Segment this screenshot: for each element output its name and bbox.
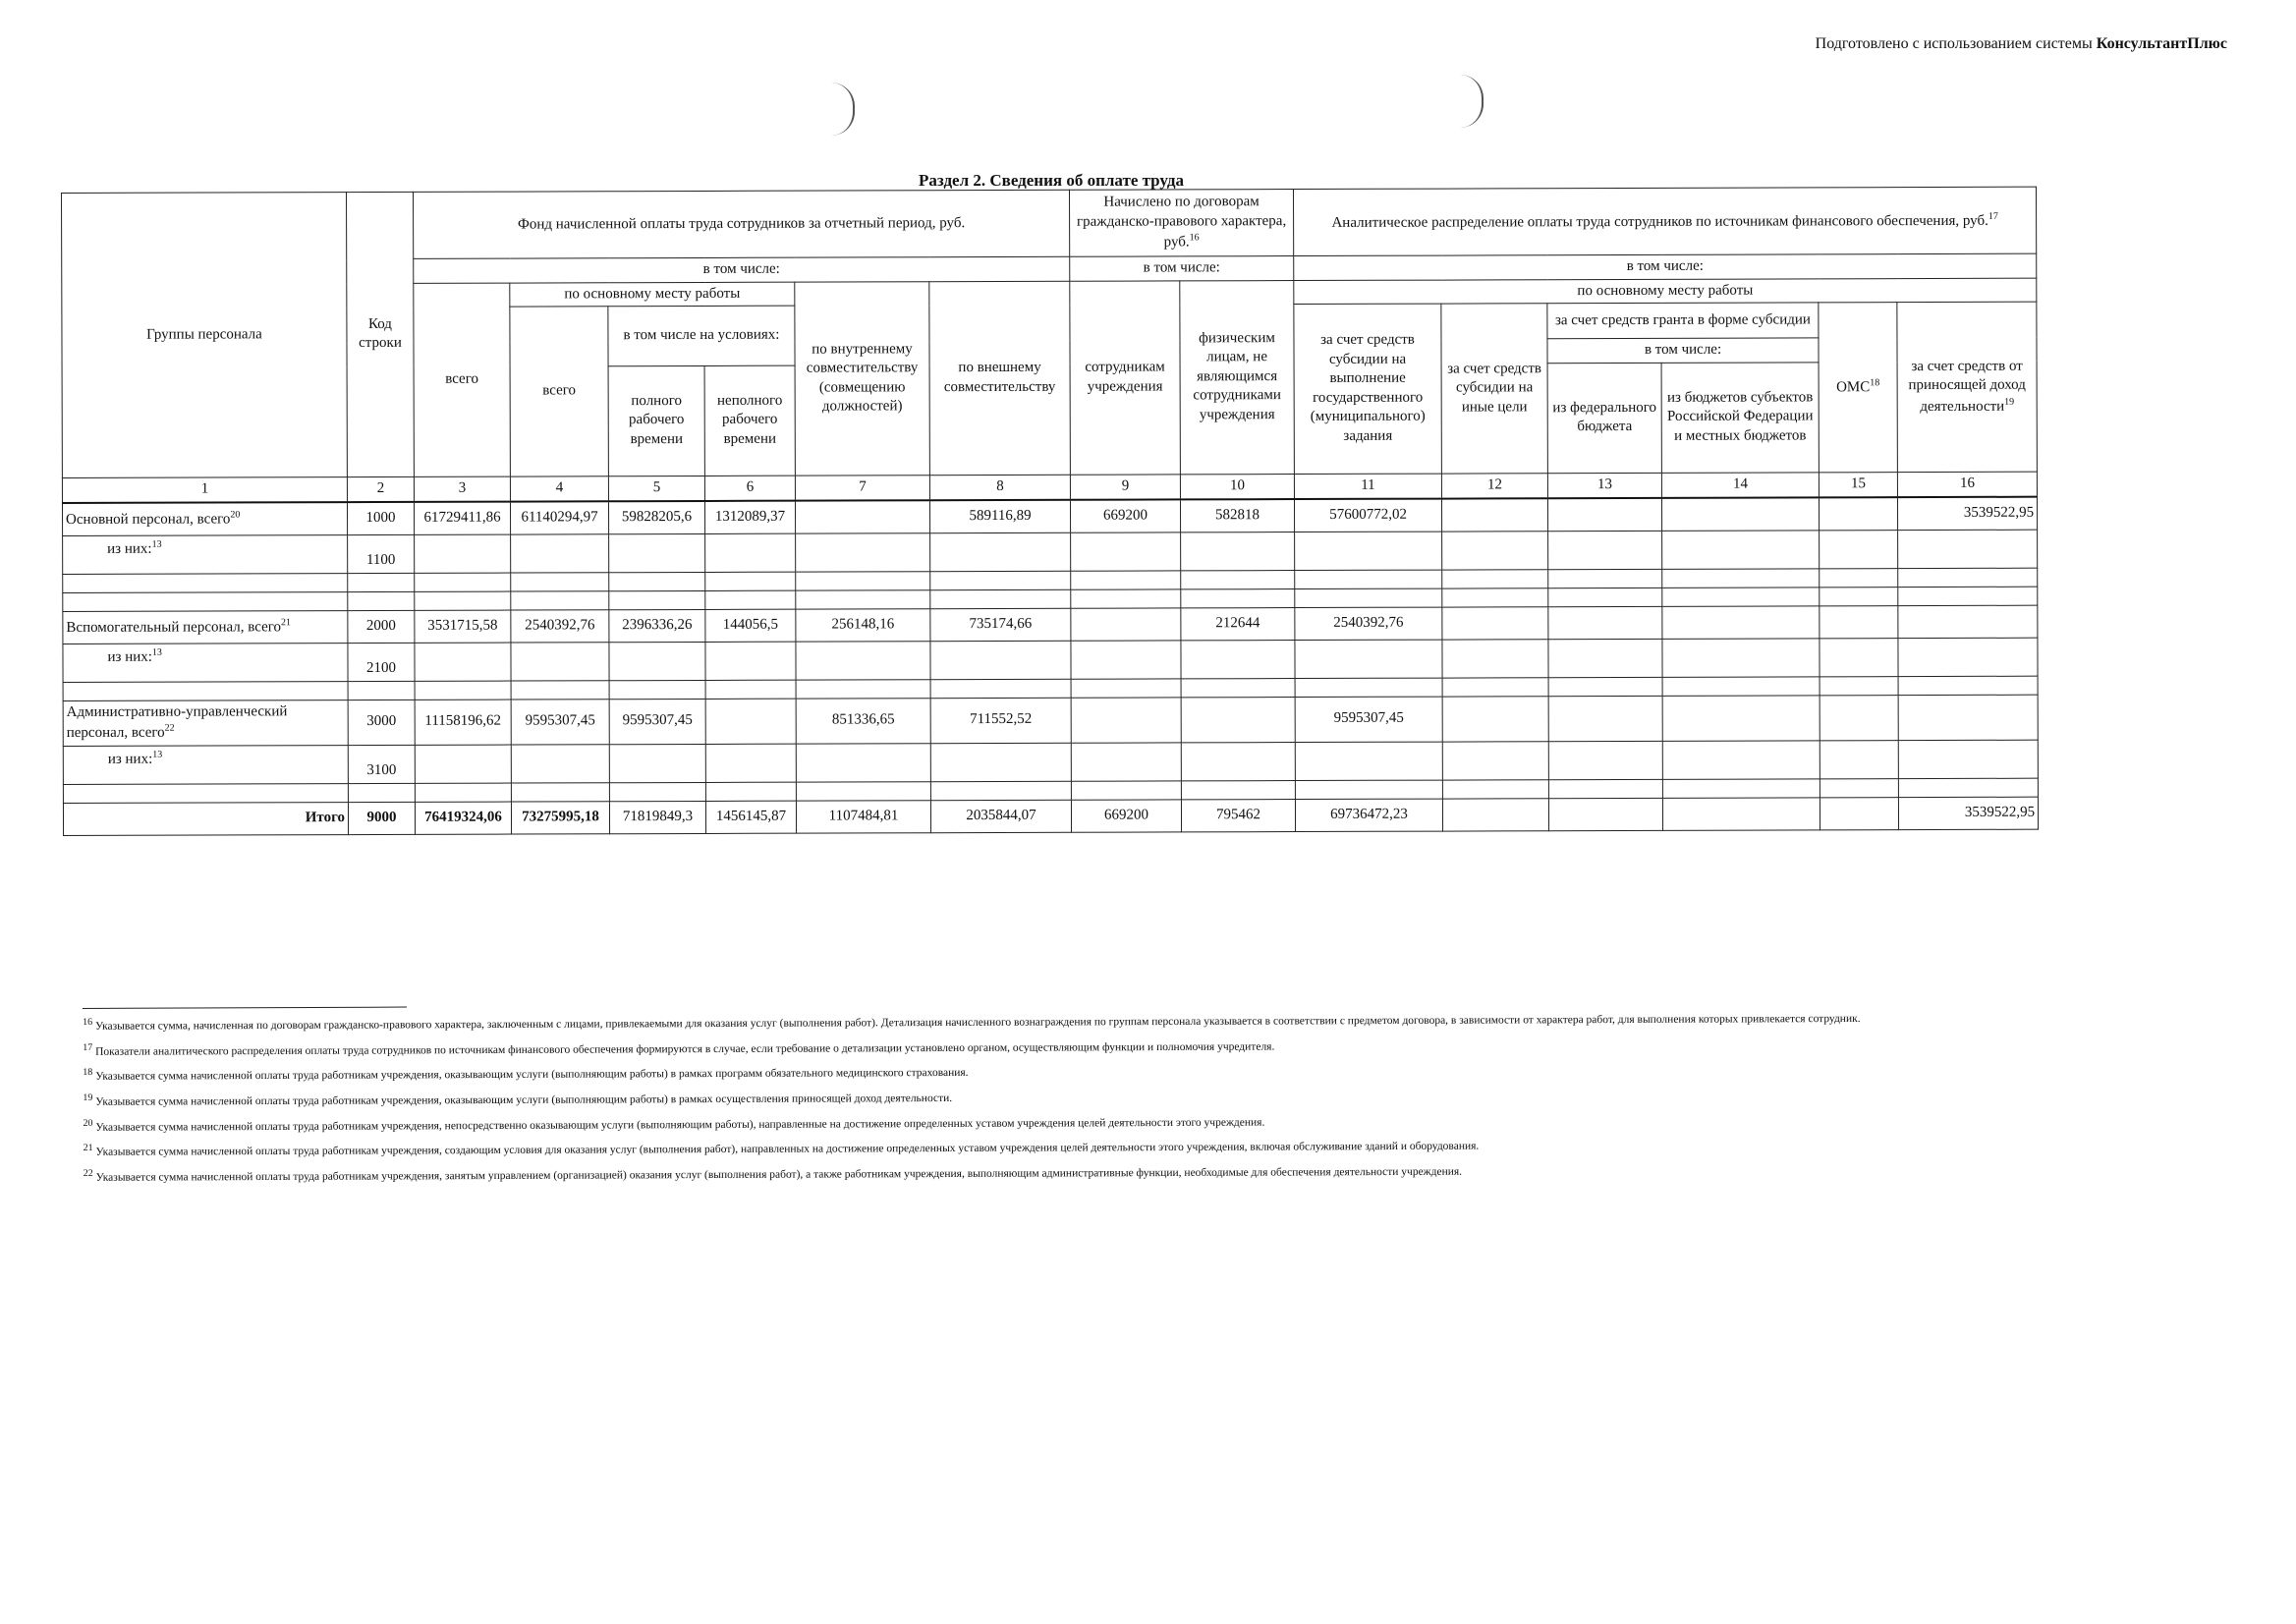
empty-cell	[1898, 530, 2038, 568]
table-row-2100	[63, 638, 2038, 682]
empty-cell	[1181, 742, 1295, 780]
empty-cell	[63, 573, 348, 592]
cell-c11: 57600772,02	[1295, 498, 1442, 532]
cell-c13	[1548, 696, 1662, 741]
row-label	[63, 610, 348, 644]
col-number: 11	[1294, 474, 1441, 499]
row-code: 3000	[348, 700, 415, 745]
cell-c5: 9595307,45	[609, 699, 705, 744]
cell-c11: 9595307,45	[1295, 697, 1442, 742]
empty-cell	[1442, 677, 1548, 696]
empty-cell	[930, 589, 1071, 608]
footnote-text: Указывается сумма начисленной оплаты труда работникам учреждения, непосредственно оказывающим услуги (выполняющим работы), направленные на достижение определенных уставом учреждения целей деятельности этого учреждения.	[95, 1116, 1265, 1134]
col-number: 16	[1897, 472, 2037, 497]
cell-c3: 11158196,62	[415, 700, 511, 745]
header-external: по внешнему совместительству	[929, 281, 1071, 475]
cell-c11: 69736472,23	[1295, 799, 1442, 831]
cell-c6	[705, 699, 796, 744]
empty-cell	[1820, 568, 1898, 587]
cell-c13	[1547, 497, 1661, 531]
scan-hole-mark-left	[831, 83, 855, 136]
cell-c7: 851336,65	[796, 698, 930, 743]
empty-cell	[705, 782, 796, 801]
empty-cell	[1442, 569, 1548, 588]
empty-cell	[1662, 740, 1820, 779]
table-row-3100	[63, 740, 2038, 784]
empty-cell	[1898, 587, 2038, 605]
footnote-ref: 16	[1189, 232, 1200, 244]
cell-c3: 61729411,86	[414, 501, 510, 534]
cell-c12	[1442, 606, 1548, 639]
empty-cell	[930, 743, 1071, 781]
empty-cell	[1820, 638, 1898, 676]
empty-cell	[1820, 587, 1898, 605]
footnote-text: Указывается сумма начисленной оплаты труда работникам учреждения, создающим условия для оказания услуг (выполнения работ), направленных на достижение определенных уставом учреждения целей деятельности этого учреждения, включая обслуживание зданий и оборудования.	[95, 1140, 1480, 1159]
cell-c10: 582818	[1180, 499, 1294, 532]
empty-cell	[1181, 780, 1295, 799]
footnote-number: 20	[83, 1117, 93, 1129]
cell-c9: 669200	[1070, 499, 1180, 532]
footnote-ref: 13	[152, 749, 163, 760]
header-subsidy-other: за счет средств субсидии на иные цели	[1441, 304, 1548, 474]
header-subsidy-task: за счет средств субсидии на выполнение государственного (муниципального) задания	[1294, 304, 1442, 474]
empty-cell	[1071, 780, 1181, 799]
cell-c12	[1442, 696, 1548, 741]
footnote-ref: 13	[151, 538, 162, 550]
col-number: 13	[1547, 473, 1661, 498]
empty-cell	[1548, 531, 1662, 569]
empty-cell	[1898, 676, 2038, 695]
empty-cell	[1071, 678, 1181, 697]
footnote-number: 21	[83, 1143, 93, 1154]
row-code: 1100	[348, 534, 415, 573]
cell-c5: 2396336,26	[609, 609, 705, 642]
empty-cell	[930, 679, 1071, 698]
col-number: 7	[795, 475, 929, 500]
cell-c6: 144056,5	[705, 609, 796, 642]
cell-c15	[1819, 497, 1897, 531]
row-label-text: из них:	[107, 540, 152, 557]
empty-cell	[511, 642, 609, 680]
empty-cell	[1442, 639, 1548, 677]
footnote-number: 17	[83, 1041, 93, 1053]
section-title: Раздел 2. Сведения об оплате труда	[919, 171, 1184, 190]
empty-cell	[511, 782, 609, 801]
header-oms	[1819, 303, 1898, 473]
empty-cell	[1071, 532, 1181, 570]
header-gph-incl: в том числе:	[1070, 256, 1294, 281]
empty-cell	[1295, 780, 1442, 799]
empty-cell	[609, 590, 705, 609]
empty-cell	[1071, 588, 1181, 607]
row-label	[63, 643, 348, 682]
cell-c15	[1820, 605, 1898, 638]
header-analytic	[1294, 187, 2037, 255]
empty-cell	[511, 533, 609, 572]
empty-cell	[1820, 676, 1898, 695]
cell-c14	[1661, 497, 1819, 531]
empty-cell	[796, 571, 930, 589]
empty-cell	[511, 744, 609, 782]
cell-c10: 795462	[1181, 799, 1295, 831]
header-incl-conditions: в том числе на условиях:	[608, 306, 795, 365]
header-grant-incl: в том числе:	[1547, 338, 1819, 363]
col-number: 2	[347, 476, 414, 502]
cell-c9: 669200	[1071, 799, 1181, 831]
empty-cell	[63, 681, 348, 700]
row-label	[62, 502, 347, 535]
col-number: 5	[608, 476, 704, 501]
header-main-place: по основному месту работы	[510, 282, 795, 307]
empty-cell	[930, 641, 1071, 679]
empty-cell	[415, 681, 511, 700]
empty-cell	[1548, 779, 1662, 798]
empty-cell	[1898, 740, 2038, 778]
empty-cell	[1662, 676, 1820, 696]
empty-cell	[415, 573, 511, 591]
footnotes	[83, 999, 2009, 1189]
empty-cell	[930, 532, 1071, 571]
cell-c4: 2540392,76	[511, 609, 609, 642]
table-row-3000	[63, 695, 2038, 746]
empty-cell	[705, 680, 796, 699]
footnote-text: Указывается сумма, начисленная по договорам гражданско-правового характера, заключенным с лицами, привлекаемыми для оказания услуг (выполнения работ). Детализация начисленного вознаграждения по группам персонала указывается в соответствии с предметом договора, в зависимости от характера работ, для выполнения которых привлекается сотрудник.	[94, 1012, 1861, 1033]
empty-cell	[348, 591, 415, 610]
row-label	[63, 534, 348, 574]
footnote-divider	[83, 1007, 407, 1009]
empty-cell	[705, 642, 796, 680]
cell-c7	[795, 500, 929, 533]
empty-cell	[1071, 742, 1181, 780]
cell-c8: 2035844,07	[930, 800, 1071, 832]
footnote-ref: 18	[1870, 377, 1880, 389]
cell-c11: 2540392,76	[1295, 607, 1442, 640]
footnote-ref: 13	[151, 646, 162, 658]
empty-cell	[609, 642, 705, 680]
header-note-brand: КонсультантПлюс	[2096, 35, 2227, 52]
cell-c12	[1442, 798, 1548, 830]
header-individuals: физическим лицам, не являющимся сотрудниками учреждения	[1180, 280, 1295, 474]
cell-c16	[1898, 605, 2038, 638]
header-federal: из федерального бюджета	[1547, 363, 1661, 473]
empty-cell	[705, 590, 796, 609]
header-full-time: полного рабочего времени	[608, 365, 704, 476]
cell-c14	[1662, 695, 1820, 741]
empty-cell	[415, 643, 511, 681]
cell-c10: 212644	[1181, 607, 1295, 640]
empty-cell	[1548, 588, 1662, 606]
empty-cell	[511, 572, 609, 590]
cell-c15	[1820, 797, 1898, 829]
empty-cell	[1548, 741, 1662, 779]
row-label-text: из них:	[107, 648, 152, 665]
footnote-ref: 22	[164, 722, 175, 734]
row-label	[63, 745, 348, 784]
cell-c14	[1662, 605, 1820, 639]
cell-c6: 1312089,37	[704, 500, 795, 533]
cell-c3: 76419324,06	[415, 802, 511, 834]
row-label-text: Административно-управленческий персонал, всего	[66, 702, 288, 741]
table-row-1100	[63, 530, 2038, 574]
header-main-total: всего	[510, 307, 609, 476]
cell-c5: 59828205,6	[608, 500, 704, 533]
footnote-ref: 20	[230, 509, 241, 521]
cell-c8: 735174,66	[930, 608, 1071, 641]
header-groups: Группы персонала	[62, 193, 348, 477]
cell-c13	[1548, 606, 1662, 639]
empty-cell	[930, 781, 1071, 800]
scan-hole-mark-right	[1460, 75, 1484, 128]
footnote-text: Указывается сумма начисленной оплаты труда работникам учреждения, оказывающим услуги (выполняющим работы) в рамках осуществления приносящей доход деятельности.	[95, 1092, 953, 1108]
header-oms-text: ОМС	[1836, 379, 1871, 396]
empty-cell	[415, 745, 511, 783]
cell-c16: 3539522,95	[1898, 797, 2038, 829]
empty-cell	[1181, 570, 1295, 588]
empty-cell	[1295, 570, 1442, 588]
header-fund-total: всего	[414, 283, 511, 476]
empty-cell	[1295, 588, 1442, 607]
header-income-text: за счет средств от приносящей доход деятельности	[1908, 358, 2026, 415]
empty-cell	[1898, 638, 2038, 676]
footnote-ref: 17	[1988, 210, 1998, 222]
footnote-text: Указывается сумма начисленной оплаты труда работникам учреждения, оказывающим услуги (выполняющим работы) в рамках программ обязательного медицинского страхования.	[95, 1067, 969, 1084]
cell-c12	[1441, 498, 1547, 532]
row-label-text: Основной персонал, всего	[66, 511, 231, 528]
empty-cell	[796, 589, 930, 608]
empty-cell	[348, 681, 415, 700]
cell-c3: 3531715,58	[415, 610, 511, 643]
empty-cell	[796, 679, 930, 698]
cell-c8: 711552,52	[930, 698, 1071, 743]
empty-cell	[63, 591, 348, 611]
empty-cell	[1662, 568, 1820, 588]
footnote-number: 18	[83, 1067, 93, 1079]
row-label-text: Вспомогательный персонал, всего	[66, 619, 282, 636]
empty-cell	[348, 573, 415, 591]
empty-cell	[511, 590, 609, 609]
empty-cell	[609, 744, 705, 782]
empty-cell	[1662, 530, 1820, 569]
header-fund-incl: в том числе:	[414, 256, 1070, 283]
empty-cell	[511, 680, 609, 699]
col-number: 4	[510, 476, 608, 501]
header-fund: Фонд начисленной оплаты труда сотрудников за отчетный период, руб.	[413, 190, 1069, 258]
cell-c13	[1548, 798, 1662, 830]
cell-c16	[1898, 695, 2038, 740]
empty-cell	[1071, 640, 1181, 678]
empty-cell	[930, 571, 1071, 589]
col-number: 1	[62, 476, 347, 502]
row-code: 2000	[348, 610, 415, 643]
empty-cell	[348, 783, 415, 802]
empty-cell	[796, 641, 930, 679]
empty-cell	[1442, 531, 1548, 569]
footnote-number: 19	[83, 1092, 93, 1104]
table-row-9000	[63, 797, 2038, 835]
empty-cell	[609, 782, 705, 801]
empty-cell	[63, 783, 348, 803]
empty-cell	[1295, 678, 1442, 697]
empty-cell	[1662, 778, 1820, 798]
col-number: 15	[1819, 472, 1897, 497]
row-label-text: из них:	[107, 751, 153, 767]
empty-cell	[1295, 640, 1442, 678]
cell-c10	[1181, 697, 1295, 742]
empty-cell	[1548, 677, 1662, 696]
header-part-time: неполного рабочего времени	[704, 365, 795, 476]
header-grant: за счет средств гранта в форме субсидии	[1547, 303, 1819, 339]
header-gph	[1069, 190, 1293, 257]
empty-cell	[796, 781, 930, 800]
row-label	[63, 700, 348, 746]
empty-cell	[609, 680, 705, 699]
header-internal: по внутреннему совместительству (совмещению должностей)	[795, 281, 930, 475]
empty-cell	[1181, 588, 1295, 607]
empty-cell	[415, 783, 511, 802]
footnote-number: 16	[83, 1016, 93, 1028]
header-analytic-incl: в том числе:	[1294, 253, 2037, 280]
footnote-number: 22	[83, 1167, 93, 1180]
footnote-ref: 19	[2004, 396, 2015, 408]
row-label: Итого	[63, 802, 348, 835]
empty-cell	[796, 532, 930, 571]
empty-cell	[1820, 740, 1898, 778]
cell-c5: 71819849,3	[609, 801, 705, 833]
cell-c16: 3539522,95	[1897, 496, 2037, 530]
empty-cell	[609, 572, 705, 590]
empty-cell	[1662, 587, 1820, 606]
empty-cell	[796, 743, 930, 781]
empty-cell	[1442, 588, 1548, 606]
footnote-ref: 21	[281, 617, 292, 629]
empty-cell	[415, 591, 511, 610]
row-code: 2100	[348, 643, 415, 681]
col-number: 14	[1661, 472, 1819, 497]
empty-cell	[1181, 678, 1295, 697]
cell-c15	[1820, 695, 1898, 740]
empty-cell	[1898, 778, 2038, 797]
col-number: 9	[1070, 474, 1180, 499]
row-code: 3100	[348, 745, 415, 783]
empty-cell	[705, 744, 796, 782]
cell-c4: 9595307,45	[511, 699, 609, 744]
empty-cell	[1662, 638, 1820, 677]
footnote-text: Показатели аналитического распределения оплаты труда сотрудников по источникам финансового обеспечения формируются в случае, если требование о детализации установлено органом, осуществляющим функции и полномочия учредителя.	[95, 1040, 1275, 1058]
empty-cell	[609, 533, 705, 572]
empty-cell	[1898, 568, 2038, 587]
header-code: Код строки	[347, 192, 415, 476]
empty-cell	[1442, 741, 1548, 779]
empty-cell	[1548, 569, 1662, 588]
cell-c4: 61140294,97	[510, 501, 608, 534]
empty-cell	[1820, 530, 1898, 568]
header-note-prefix: Подготовлено с использованием системы	[1815, 35, 2097, 52]
cell-c9	[1071, 697, 1181, 742]
cell-c7: 1107484,81	[796, 800, 930, 832]
empty-cell	[1181, 532, 1295, 570]
cell-c7: 256148,16	[796, 608, 930, 641]
col-number: 10	[1180, 474, 1294, 499]
empty-cell	[1548, 639, 1662, 677]
empty-cell	[1181, 640, 1295, 678]
col-number: 12	[1441, 473, 1547, 498]
header-regional: из бюджетов субъектов Российской Федерации и местных бюджетов	[1661, 362, 1819, 473]
empty-cell	[1820, 778, 1898, 797]
col-number: 8	[929, 475, 1070, 500]
header-income	[1897, 302, 2038, 472]
cell-c14	[1662, 797, 1820, 830]
header-gph-text: Начислено по договорам гражданско-правового характера, руб.	[1076, 194, 1287, 251]
cell-c8: 589116,89	[929, 499, 1070, 532]
empty-cell	[1071, 570, 1181, 588]
empty-cell	[415, 534, 511, 573]
footnote-text: Указывается сумма начисленной оплаты труда работникам учреждения, занятым управлением (организацией) оказания услуг (выполнения работ), а также работникам учреждения, выполняющим административные функции, необходимые для обеспечения деятельности учреждения.	[95, 1165, 1463, 1184]
header-analytic-main-place: по основному месту работы	[1294, 278, 2037, 305]
empty-cell	[1442, 779, 1548, 798]
header-employees: сотрудникам учреждения	[1070, 280, 1181, 474]
col-number: 6	[704, 476, 795, 501]
empty-cell	[1295, 742, 1442, 780]
payroll-table	[61, 187, 2039, 836]
row-code: 9000	[348, 802, 415, 834]
empty-cell	[705, 533, 796, 572]
cell-c9	[1071, 607, 1181, 640]
row-code: 1000	[347, 501, 414, 534]
empty-cell	[705, 572, 796, 590]
header-analytic-text: Аналитическое распределение оплаты труда сотрудников по источникам финансового обеспечения, руб.	[1331, 212, 1988, 231]
cell-c6: 1456145,87	[705, 801, 796, 833]
consultant-plus-note	[1816, 35, 2227, 53]
empty-cell	[1295, 532, 1442, 570]
cell-c4: 73275995,18	[511, 801, 609, 833]
col-number: 3	[414, 476, 510, 502]
